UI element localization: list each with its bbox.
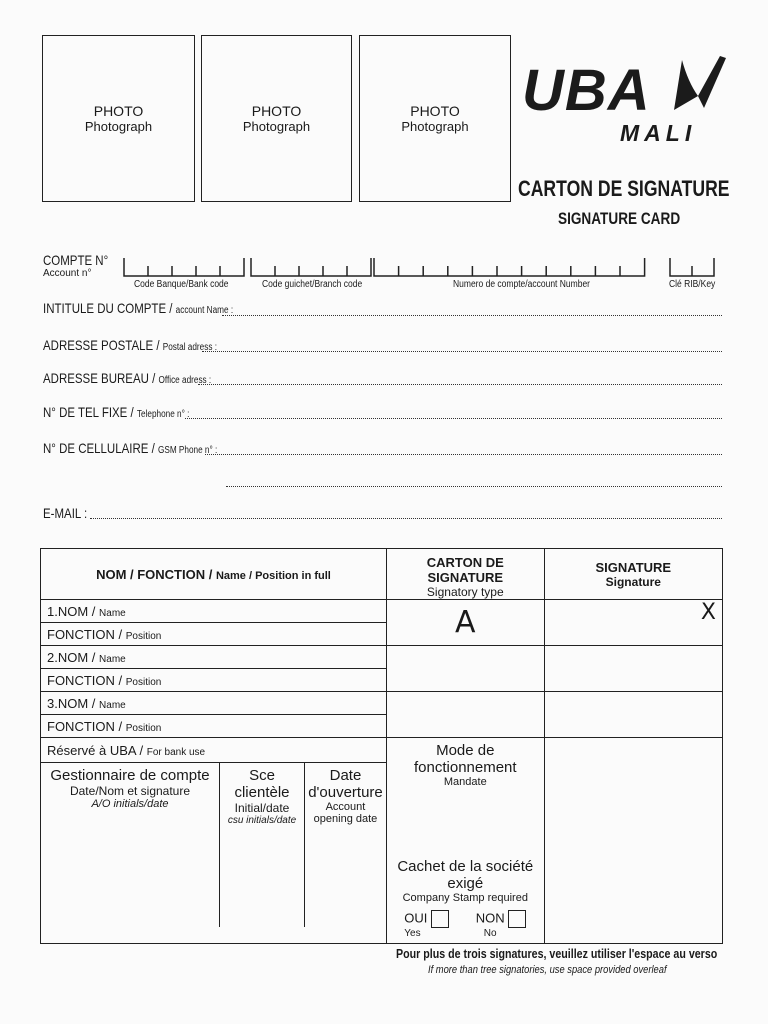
signatory-2-signature[interactable]	[544, 646, 722, 692]
account-name-label: INTITULE DU COMPTE / account Name :	[43, 300, 234, 316]
signatory-3-position[interactable]: FONCTION / Position	[41, 715, 387, 738]
photo-sublabel: Photograph	[84, 119, 153, 134]
rib-key-caption: Clé RIB/Key	[669, 279, 716, 290]
gsm-field-extra[interactable]	[226, 486, 722, 487]
office-address-field[interactable]	[198, 384, 722, 385]
mandate-cell	[386, 738, 544, 944]
header-signature: SIGNATURE Signature	[544, 549, 722, 600]
postal-address-field[interactable]	[202, 351, 722, 352]
branch-code-caption: Code guichet/Branch code	[262, 279, 363, 290]
email-field[interactable]	[90, 518, 722, 519]
office-address-label: ADRESSE BUREAU / Office adress :	[43, 370, 212, 386]
header-signatory-type: CARTON DE SIGNATURE Signatory type	[386, 549, 544, 600]
signatory-1-type[interactable]: A	[386, 600, 544, 646]
stamp-required-label: Cachet de la société exigé	[397, 858, 534, 892]
gsm-field[interactable]	[205, 454, 722, 455]
customer-service-col[interactable]: Sce clientèle Initial/date csu initials/date	[220, 763, 305, 927]
signatory-1-position[interactable]: FONCTION / Position	[41, 623, 387, 646]
header-name-position: NOM / FONCTION / Name / Position in full	[41, 549, 387, 600]
photo-box-1	[42, 35, 195, 202]
signatory-2-name[interactable]: 2.NOM / Name	[41, 646, 387, 669]
bank-use-label: Réservé à UBA / For bank use	[41, 738, 387, 763]
photo-label: PHOTO	[251, 103, 302, 119]
bank-signature-cell[interactable]	[544, 738, 722, 944]
non-checkbox[interactable]	[508, 910, 526, 928]
gsm-label: N° DE CELLULAIRE / GSM Phone n° :	[43, 440, 218, 456]
photo-sublabel: Photograph	[242, 119, 311, 134]
footer-note-english: If more than tree signatories, use space provided overleaf	[428, 964, 667, 976]
signatory-3-signature[interactable]	[544, 692, 722, 738]
photo-label: PHOTO	[410, 103, 460, 119]
signatory-2-position[interactable]: FONCTION / Position	[41, 669, 387, 692]
photo-sublabel: Photograph	[401, 119, 469, 134]
photo-box-2	[201, 35, 352, 202]
signatory-3-type[interactable]	[386, 692, 544, 738]
bank-use-cell	[41, 763, 387, 944]
signatories-table	[40, 548, 723, 944]
photo-label: PHOTO	[93, 103, 144, 119]
photo-box-3	[359, 35, 511, 202]
stamp-required-sublabel: Company Stamp required	[402, 892, 528, 904]
digit-group	[251, 258, 371, 276]
uba-logo-mark-icon	[668, 52, 728, 114]
signatory-2-type[interactable]	[386, 646, 544, 692]
mandate-label: Mode de fonctionnement	[414, 742, 517, 776]
logo-country: MALI	[620, 120, 697, 146]
account-sublabel: Account n°	[43, 268, 92, 279]
opening-date-col[interactable]: Date d'ouverture Account opening date	[308, 767, 383, 826]
digit-group	[374, 258, 645, 276]
bank-code-caption: Code Banque/Bank code	[134, 279, 229, 290]
logo-brand: UBA	[522, 58, 651, 123]
signatory-1-name[interactable]: 1.NOM / Name	[41, 600, 387, 623]
non-option[interactable]: NON No	[476, 910, 527, 939]
account-number-boxes[interactable]	[120, 256, 726, 278]
account-number-caption: Numero de compte/account Number	[453, 279, 591, 290]
account-manager-col[interactable]: Gestionnaire de compte Date/Nom et signature A/O initials/date	[41, 763, 220, 927]
card-subtitle: SIGNATURE CARD	[558, 209, 681, 228]
footer-note: Pour plus de trois signatures, veuillez utiliser l'espace au verso	[396, 946, 718, 961]
telephone-label: N° DE TEL FIXE / Telephone n° :	[43, 404, 190, 420]
mandate-sublabel: Mandate	[443, 776, 487, 788]
oui-option[interactable]: OUI Yes	[404, 910, 449, 939]
card-title: CARTON DE SIGNATURE	[518, 176, 730, 201]
signatory-1-signature[interactable]: X	[544, 600, 722, 646]
telephone-field[interactable]	[185, 418, 722, 419]
postal-address-label: ADRESSE POSTALE / Postal adress :	[43, 337, 217, 353]
oui-checkbox[interactable]	[431, 910, 449, 928]
account-name-field[interactable]	[222, 315, 722, 316]
digit-group	[670, 258, 714, 276]
email-label: E-MAIL :	[43, 505, 88, 521]
digit-group	[124, 258, 244, 276]
signatory-3-name[interactable]: 3.NOM / Name	[41, 692, 387, 715]
account-label: COMPTE N°	[43, 252, 109, 268]
